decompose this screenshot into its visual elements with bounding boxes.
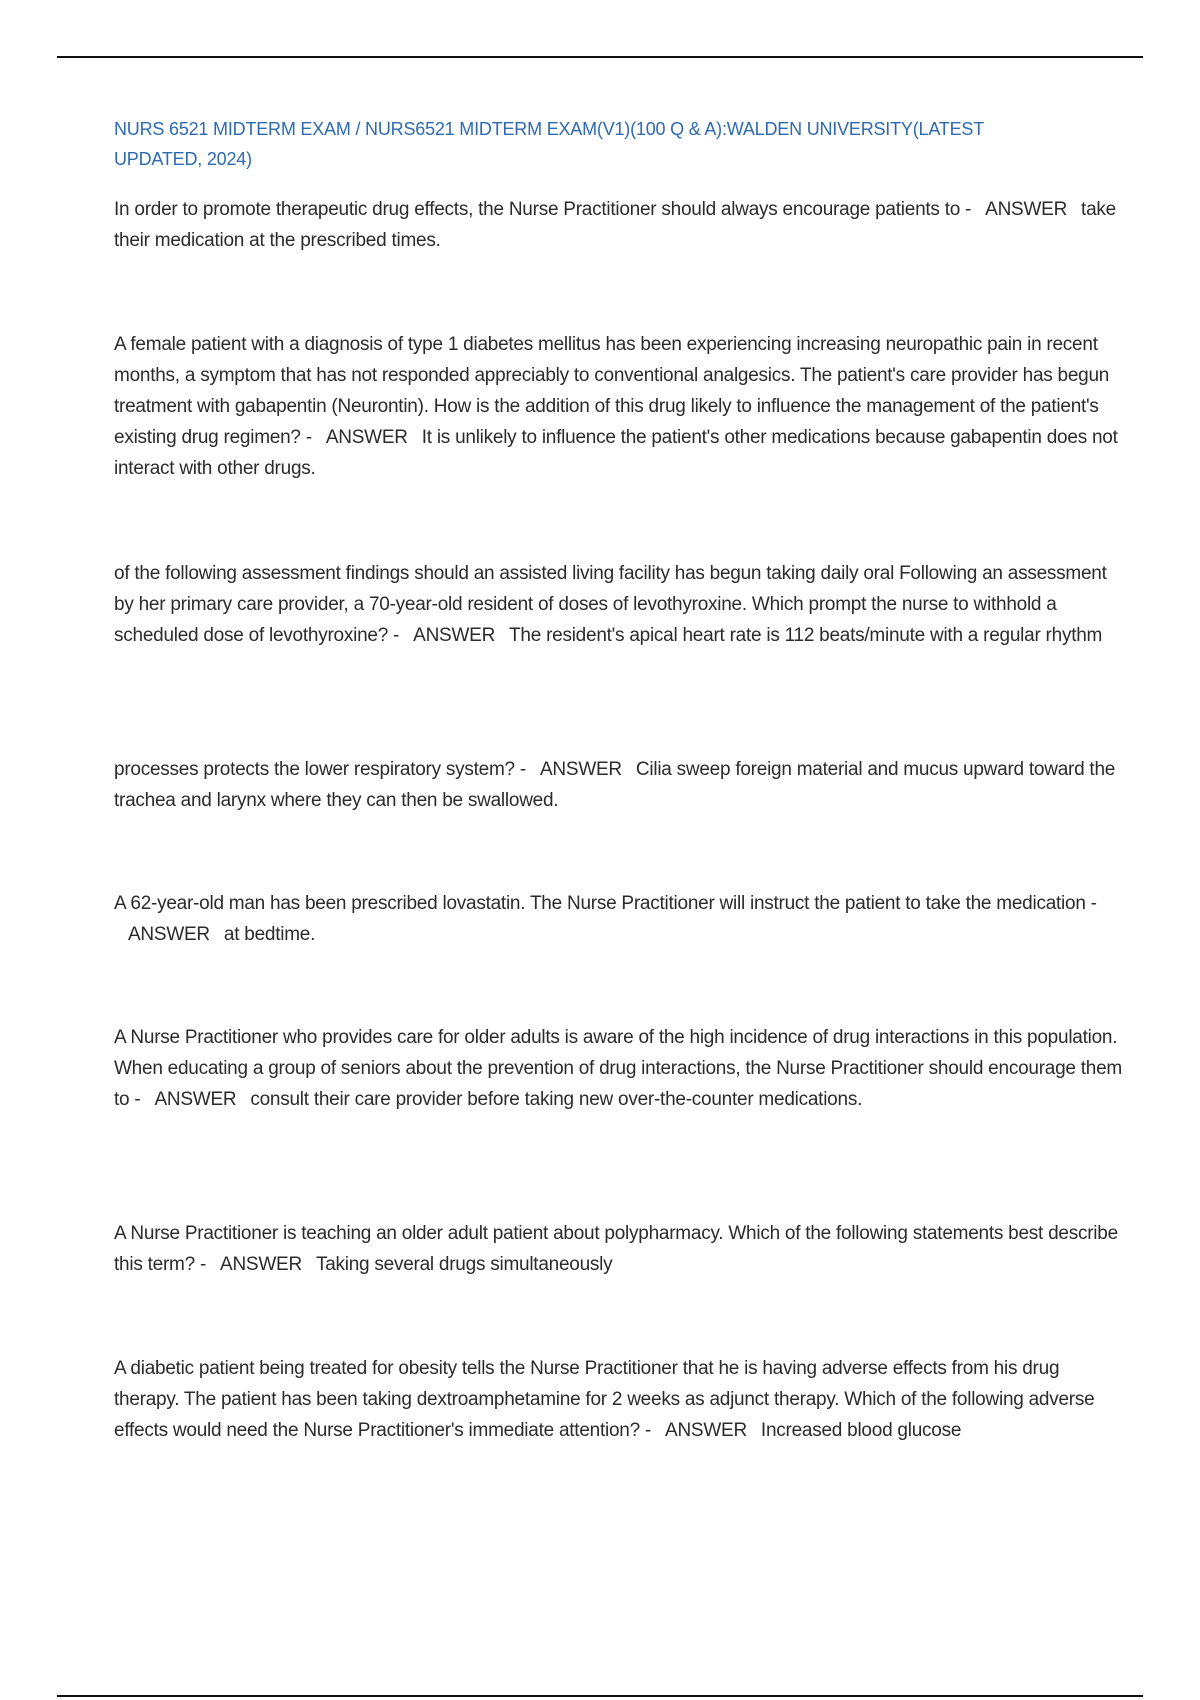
qa-item (114, 1353, 1124, 1446)
qa-item (114, 1218, 1124, 1280)
answer-text: Increased blood glucose (760, 1420, 962, 1441)
question-text: A diabetic patient being treated for obesity tells the Nurse Practitioner that he is having adverse effects from his drug therapy. The patient has been taking dextroamphetamine for 2 weeks as adjunct therapy. Which of the following adverse effects would need the Nurse Practitioner's immediate attention? - (114, 1358, 1095, 1441)
qa-item (114, 754, 1124, 816)
answer-text: Taking several drugs simultaneously (315, 1254, 613, 1275)
question-text: A female patient with a diagnosis of type 1 diabetes mellitus has been experiencing increasing neuropathic pain in recent months, a symptom that has not responded appreciably to conventional analgesics. The patient's care provider has begun treatment with gabapentin (Neurontin). How is the addition of this drug likely to influence the management of the patient's existing drug regimen? - (114, 334, 1110, 448)
answer-label: ANSWER (985, 199, 1068, 220)
bottom-divider (57, 1695, 1143, 1697)
question-text: A Nurse Practitioner who provides care for older adults is aware of the high incidence of drug interactions in this population. When educating a group of seniors about the prevention of drug interactions, the Nurse Practitioner should encourage them to - (114, 1027, 1122, 1110)
answer-text: take their medication at the prescribed times. (114, 199, 1116, 251)
question-text: A Nurse Practitioner is teaching an older adult patient about polypharmacy. Which of the following statements best describe this term? - (114, 1223, 1118, 1275)
answer-text: Cilia sweep foreign material and mucus upward toward the trachea and larynx where they can then be swallowed. (114, 759, 1116, 811)
document-title: NURS 6521 MIDTERM EXAM / NURS6521 MIDTERM EXAM(V1)(100 Q & A):WALDEN UNIVERSITY(LATEST UPDATED, 2024) (114, 119, 984, 169)
answer-label: ANSWER (154, 1089, 237, 1110)
qa-item (114, 329, 1124, 484)
answer-label: ANSWER (665, 1420, 747, 1441)
question-text: A 62-year-old man has been prescribed lovastatin. The Nurse Practitioner will instruct the patient to take the medication - (114, 893, 1097, 914)
qa-item (114, 558, 1124, 651)
answer-label: ANSWER (540, 759, 622, 780)
answer-text: It is unlikely to influence the patient's other medications because gabapentin does not interact with other drugs. (114, 427, 1118, 479)
answer-text: consult their care provider before taking new over-the-counter medications. (250, 1089, 863, 1110)
answer-label: ANSWER (325, 427, 408, 448)
question-text: processes protects the lower respiratory system? - (114, 759, 526, 780)
answer-label: ANSWER (220, 1254, 302, 1275)
answer-label: ANSWER (413, 625, 496, 646)
question-text: In order to promote therapeutic drug effects, the Nurse Practitioner should always encourage patients to - (114, 199, 972, 220)
qa-item (114, 1022, 1124, 1115)
answer-label: ANSWER (128, 924, 210, 945)
answer-text: The resident's apical heart rate is 112 beats/minute with a regular rhythm (509, 625, 1103, 646)
qa-item (114, 888, 1124, 950)
top-divider (57, 56, 1143, 58)
qa-item (114, 194, 1124, 256)
question-text: of the following assessment findings should an assisted living facility has begun taking daily oral Following an assessment by her primary care provider, a 70-year-old resident of doses of levothyroxine. Which prompt the nurse to withhold a scheduled dose of levothyroxine? - (114, 563, 1107, 646)
answer-text: at bedtime. (223, 924, 316, 945)
